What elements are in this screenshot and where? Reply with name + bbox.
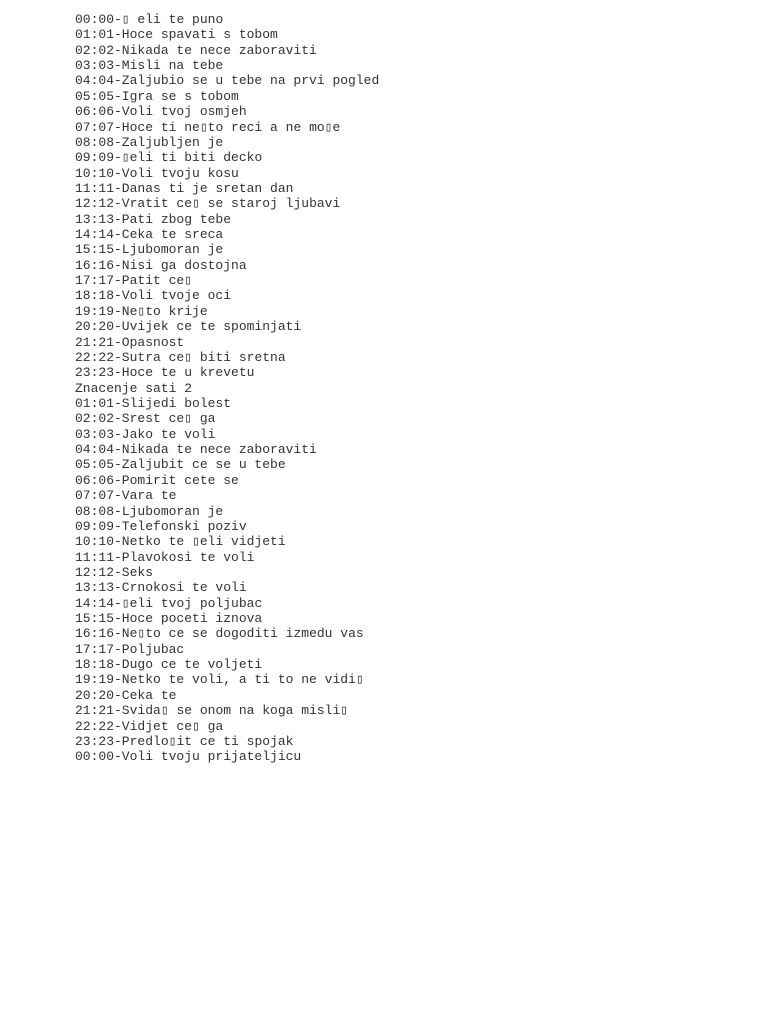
- text-line: 22:22-Sutra ce▯ biti sretna: [75, 349, 286, 365]
- text-line: 23:23-Predlo▯it ce ti spojak: [75, 733, 294, 749]
- text-line: 16:16-Nisi ga dostojna: [75, 257, 247, 273]
- text-line: 18:18-Dugo ce te voljeti: [75, 657, 263, 673]
- text-line: 11:11-Danas ti je sretan dan: [75, 180, 294, 196]
- text-line: 17:17-Patit ce▯: [75, 273, 193, 289]
- text-line: 15:15-Hoce poceti iznova: [75, 611, 263, 627]
- text-line: 01:01-Slijedi bolest: [75, 395, 232, 411]
- document-text: [75, 12, 379, 765]
- text-line: 19:19-Ne▯to krije: [75, 303, 208, 319]
- text-line: 05:05-Zaljubit ce se u tebe: [75, 457, 286, 473]
- text-line: 09:09-▯eli ti biti decko: [75, 150, 263, 166]
- text-line: 12:12-Seks: [75, 564, 154, 580]
- text-line: 18:18-Voli tvoje oci: [75, 288, 232, 304]
- text-line: 02:02-Nikada te nece zaboraviti: [75, 42, 317, 58]
- text-line: 10:10-Netko te ▯eli vidjeti: [75, 534, 286, 550]
- text-line: 08:08-Ljubomoran je: [75, 503, 224, 519]
- text-line: 11:11-Plavokosi te voli: [75, 549, 255, 565]
- text-line: 22:22-Vidjet ce▯ ga: [75, 718, 224, 734]
- text-line: 07:07-Hoce ti ne▯to reci a ne mo▯e: [75, 119, 341, 135]
- text-line: 06:06-Pomirit cete se: [75, 472, 239, 488]
- text-line: 21:21-Svida▯ se onom na koga misli▯: [75, 703, 349, 719]
- text-line: 13:13-Pati zbog tebe: [75, 211, 232, 227]
- text-line: 20:20-Ceka te: [75, 687, 177, 703]
- text-line: 13:13-Crnokosi te voli: [75, 580, 247, 596]
- text-line: 09:09-Telefonski poziv: [75, 518, 247, 534]
- text-line: 03:03-Misli na tebe: [75, 58, 224, 74]
- text-line: 14:14-▯eli tvoj poljubac: [75, 595, 263, 611]
- text-line: 14:14-Ceka te sreca: [75, 227, 224, 243]
- text-line: 03:03-Jako te voli: [75, 426, 216, 442]
- text-line: 00:00-▯ eli te puno: [75, 12, 224, 27]
- text-line: 16:16-Ne▯to ce se dogoditi izmedu vas: [75, 626, 364, 642]
- text-line: 23:23-Hoce te u krevetu: [75, 365, 255, 381]
- text-line: 06:06-Voli tvoj osmjeh: [75, 104, 247, 120]
- text-line: 17:17-Poljubac: [75, 641, 185, 657]
- text-line: 08:08-Zaljubljen je: [75, 134, 224, 150]
- text-line: 04:04-Nikada te nece zaboraviti: [75, 442, 317, 458]
- text-line: 04:04-Zaljubio se u tebe na prvi pogled: [75, 73, 380, 89]
- text-line: 05:05-Igra se s tobom: [75, 88, 239, 104]
- text-line: 10:10-Voli tvoju kosu: [75, 165, 239, 181]
- text-line: 02:02-Srest ce▯ ga: [75, 411, 216, 427]
- text-line: 07:07-Vara te: [75, 488, 177, 504]
- text-line: 00:00-Voli tvoju prijateljicu: [75, 749, 302, 765]
- text-line: 21:21-Opasnost: [75, 334, 185, 350]
- text-line: 19:19-Netko te voli, a ti to ne vidi▯: [75, 672, 364, 688]
- text-line: 15:15-Ljubomoran je: [75, 242, 224, 258]
- text-line: Znacenje sati 2: [75, 380, 193, 396]
- text-line: 20:20-Uvijek ce te spominjati: [75, 319, 302, 335]
- text-line: 12:12-Vratit ce▯ se staroj ljubavi: [75, 196, 341, 212]
- text-line: 01:01-Hoce spavati s tobom: [75, 27, 278, 43]
